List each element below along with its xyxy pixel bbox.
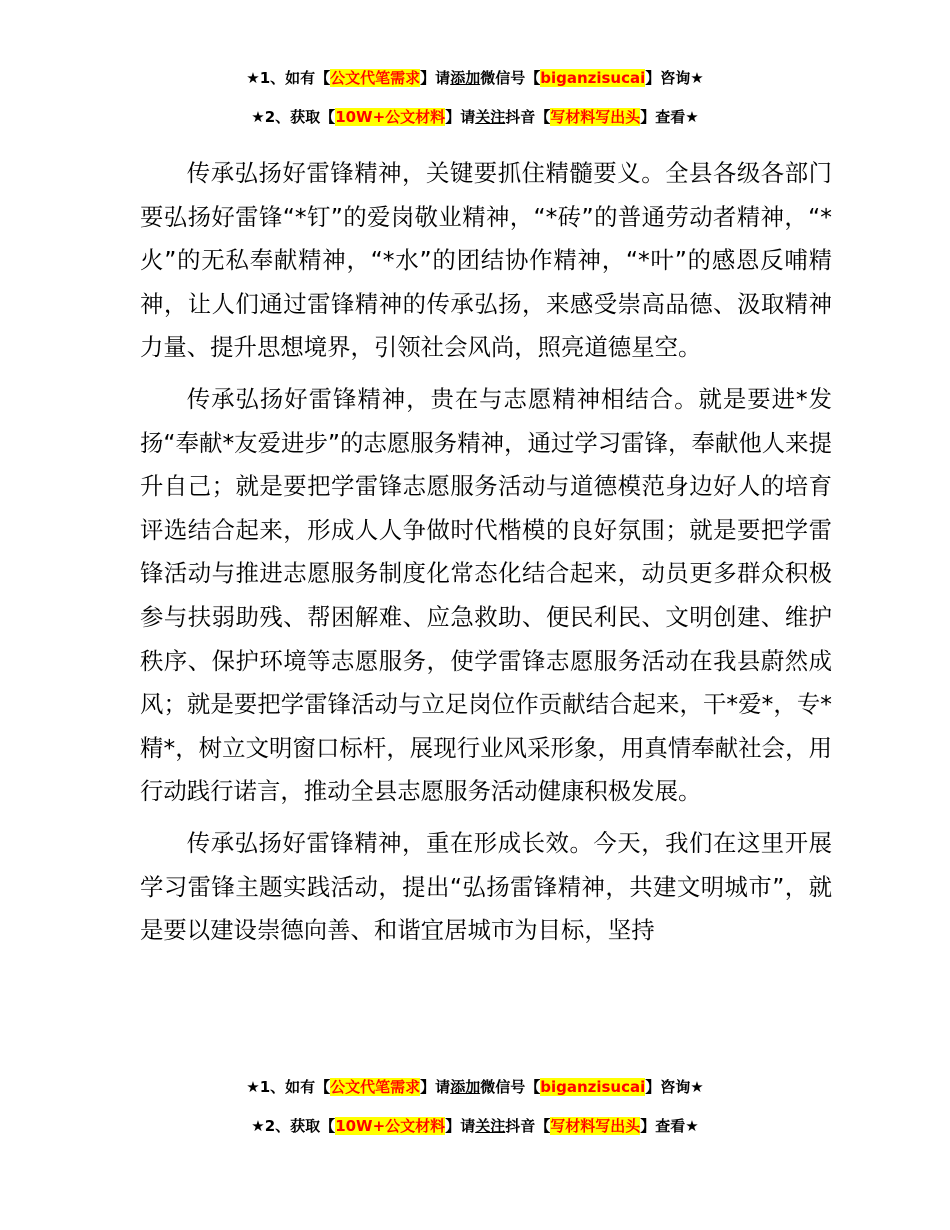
footer-line-2-mid-2: 抖音【 [505,1117,551,1135]
paragraph-2: 传承弘扬好雷锋精神，贵在与志愿精神相结合。就是要进*发扬“奉献*友爱进步”的志愿服务精神，通过学习雷锋，奉献他人来提升自己；就是要把学雷锋志愿服务活动与道德模范身边好人的培育评选结合起来，形成人人争做时代楷模的良好氛围；就是要把学雷锋活动与推进志愿服务制度化常态化结合起来，动员更多群众积极参与扶弱助残、帮困解难、应急救助、便民利民、文明创建、维护秩序、保护环境等志愿服务，使学雷锋志愿服务活动在我县蔚然成风；就是要把学雷锋活动与立足岗位作贡献结合起来，干*爱*，专*精*，树立文明窗口标杆，展现行业风采形象，用真情奉献社会，用行动践行诺言，推动全县志愿服务活动健康积极发展。 [140,384,832,806]
footer-line-1 [0,1076,950,1098]
header-line-1-prefix: ★1、如有【 [246,69,331,87]
header-line-2-mid-2: 抖音【 [505,108,551,126]
header-line-1 [0,67,950,89]
header-line-2-highlight-materials: 10W+公文材料 [335,108,446,126]
footer-line-1-highlight-wechat-id: biganzisucai [540,1078,646,1096]
header-line-2-highlight-douyin-account: 写材料写出头 [550,108,641,126]
header-line-2-mid-1: 】请 [445,108,476,126]
header-line-2-prefix: ★2、获取【 [251,108,336,126]
paragraph-3: 传承弘扬好雷锋精神，重在形成长效。今天，我们在这里开展学习雷锋主题实践活动，提出“弘扬雷锋精神，共建文明城市”，就是要以建设崇德向善、和谐宜居城市为目标，坚持 [140,828,832,945]
footer-line-2-prefix: ★2、获取【 [251,1117,336,1135]
document-body [140,152,832,953]
header-line-1-mid-2: 微信号【 [480,69,541,87]
footer-line-1-mid-2: 微信号【 [480,1078,541,1096]
footer-line-1-suffix: 】咨询★ [645,1078,704,1096]
footer-line-2-mid-1: 】请 [445,1117,476,1135]
footer-line-1-underlined: 添加 [450,1078,481,1096]
footer-line-2 [0,1115,950,1137]
header-line-1-suffix: 】咨询★ [645,69,704,87]
footer-line-2-highlight-materials: 10W+公文材料 [335,1117,446,1135]
footer-line-1-mid-1: 】请 [420,1078,451,1096]
footer-line-1-highlight-service: 公文代笔需求 [330,1078,421,1096]
paragraph-1: 传承弘扬好雷锋精神，关键要抓住精髓要义。全县各级各部门要弘扬好雷锋“*钉”的爱岗敬业精神，“*砖”的普通劳动者精神，“*火”的无私奉献精神，“*水”的团结协作精神，“*叶”的感恩反哺精神，让人们通过雷锋精神的传承弘扬，来感受崇高品德、汲取精神力量、提升思想境界，引领社会风尚，照亮道德星空。 [140,159,832,362]
header-line-2-underlined: 关注 [475,108,506,126]
footer-line-2-highlight-douyin-account: 写材料写出头 [550,1117,641,1135]
header-line-1-highlight-wechat-id: biganzisucai [540,69,646,87]
footer-line-2-suffix: 】查看★ [640,1117,699,1135]
header-line-2-suffix: 】查看★ [640,108,699,126]
footer-line-2-underlined: 关注 [475,1117,506,1135]
header-line-1-underlined: 添加 [450,69,481,87]
header-line-2 [0,106,950,128]
header-line-1-mid-1: 】请 [420,69,451,87]
footer-line-1-prefix: ★1、如有【 [246,1078,331,1096]
header-line-1-highlight-service: 公文代笔需求 [330,69,421,87]
